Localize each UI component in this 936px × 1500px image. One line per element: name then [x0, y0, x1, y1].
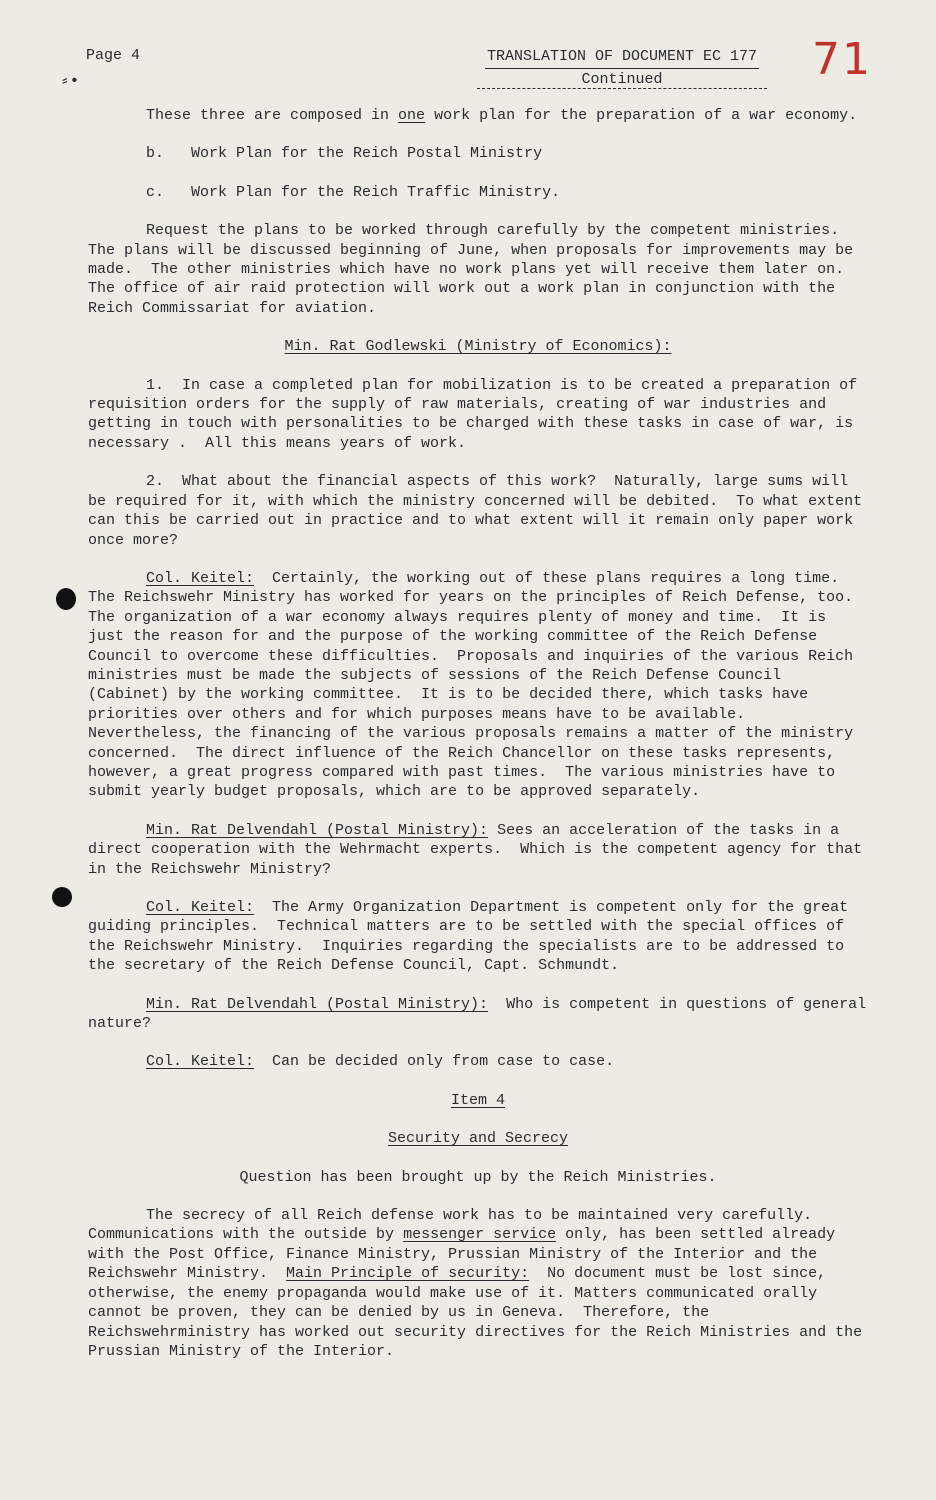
document-body: [88, 106, 876, 1380]
punch-hole-bottom: [52, 887, 72, 907]
document-header: [472, 46, 772, 89]
speaker-delvendahl: Min. Rat Delvendahl (Postal Ministry):: [146, 821, 489, 839]
paragraph-keitel-1: Col. Keitel: Certainly, the working out of these plans requires a long time. The Reichswehr Ministry has worked for years on the principles of Reich Defense, too. The organization of a war economy always requires plenty of money and time. It is just the reason for and the purpose of the working committee of the Reich Defense Council to overcome these difficulties. Proposals and inquiries of the various Reich ministries must be made the subjects of sessions of the Reich Defense Council (Cabinet) by the working committee. It is to be decided there, which tasks have priorities over others and for which purposes means have to be available. Nevertheless, the financing of the various proposals remains a matter of the ministry concerned. The direct influence of the Reich Chancellor on these tasks represents, however, a great progress compared with past times. The various ministries have to submit yearly budget proposals, which are to be approved separately.: [88, 569, 872, 801]
speaker-delvendahl: Min. Rat Delvendahl (Postal Ministry):: [146, 995, 489, 1013]
document-continued: Continued: [581, 71, 663, 88]
paragraph-intro: These three are composed in one work plan for the preparation of a war economy.: [146, 107, 858, 124]
margin-mark: ⸗•: [60, 72, 80, 90]
page-number: Page 4: [86, 47, 141, 64]
paragraph-delvendahl-2: Min. Rat Delvendahl (Postal Ministry): Who is competent in questions of general nature?: [88, 995, 876, 1033]
paragraph-godlewski-1: 1. In case a completed plan for mobilization is to be created a preparation of requisition orders for the supply of raw materials, creating of war industries and getting in touch with personalities to be charged with these tasks in case of war, is necessary . All this means years of work.: [88, 376, 867, 452]
list-item-b: b. Work Plan for the Reich Postal Ministry: [146, 145, 543, 163]
paragraph-keitel-3: Col. Keitel: Can be decided only from case to case.: [146, 1053, 615, 1071]
speaker-keitel: Col. Keitel:: [146, 899, 255, 916]
punch-hole-top: [56, 588, 76, 610]
paragraph-question: Question has been brought up by the Reich Ministries.: [239, 1168, 717, 1186]
paragraph-keitel-2: Col. Keitel: The Army Organization Department is competent only for the great guiding principles. Technical matters are to be settled with the special offices of the Reichswehr Ministry. Inquiries regarding the specialists are to be addressed to the secretary of the Reich Defense Council, Capt. Schmundt.: [88, 899, 858, 975]
underlined-one: one: [398, 107, 426, 124]
paragraph-request: Request the plans to be worked through carefully by the competent ministries. The plans will be discussed beginning of June, when proposals for improvements may be made. The other ministries which have no work plans yet will receive them later on. The office of air raid protection will work out a work plan in conjunction with the Reich Commissariat for aviation.: [88, 222, 863, 317]
paragraph-security: The secrecy of all Reich defense work has to be maintained very carefully. Communications with the outside by messenger service only, has been settled already with the Post Office, Finance Ministry, Prussian Ministry of the Interior and the Reichswehr Ministry. Main Principle of security: No document must be lost since, otherwise, the enemy propaganda would make use of it. Matters communicated orally cannot be proven, they can be denied by us in Geneva. Therefore, the Reichswehrministry has worked out security directives for the Reich Ministries and the Prussian Ministry of the Interior.: [88, 1207, 872, 1360]
speaker-heading-godlewski: Min. Rat Godlewski (Ministry of Economics):: [284, 338, 672, 356]
speaker-keitel: Col. Keitel:: [146, 569, 255, 587]
item-4-heading: Item 4: [450, 1091, 505, 1109]
underlined-messenger-service: messenger service: [403, 1226, 557, 1244]
list-item-c: c. Work Plan for the Reich Traffic Ministry.: [146, 183, 561, 201]
page-stamp-number: 71: [812, 34, 872, 85]
speaker-keitel: Col. Keitel:: [146, 1053, 255, 1071]
paragraph-delvendahl-1: Min. Rat Delvendahl (Postal Ministry): Sees an acceleration of the tasks in a direct cooperation with the Wehrmacht experts. Which is the competent agency for that in the Reichswehr Ministry?: [88, 821, 872, 878]
item-4-subheading: Security and Secrecy: [387, 1130, 569, 1148]
underlined-main-principle: Main Principle of security:: [286, 1265, 530, 1283]
paragraph-godlewski-2: 2. What about the financial aspects of this work? Naturally, large sums will be required for it, with which the ministry concerned will be debited. To what extent can this be carried out in practice and to what extent will it remain only paper work once more?: [88, 473, 872, 549]
document-title: TRANSLATION OF DOCUMENT EC 177: [485, 46, 759, 69]
